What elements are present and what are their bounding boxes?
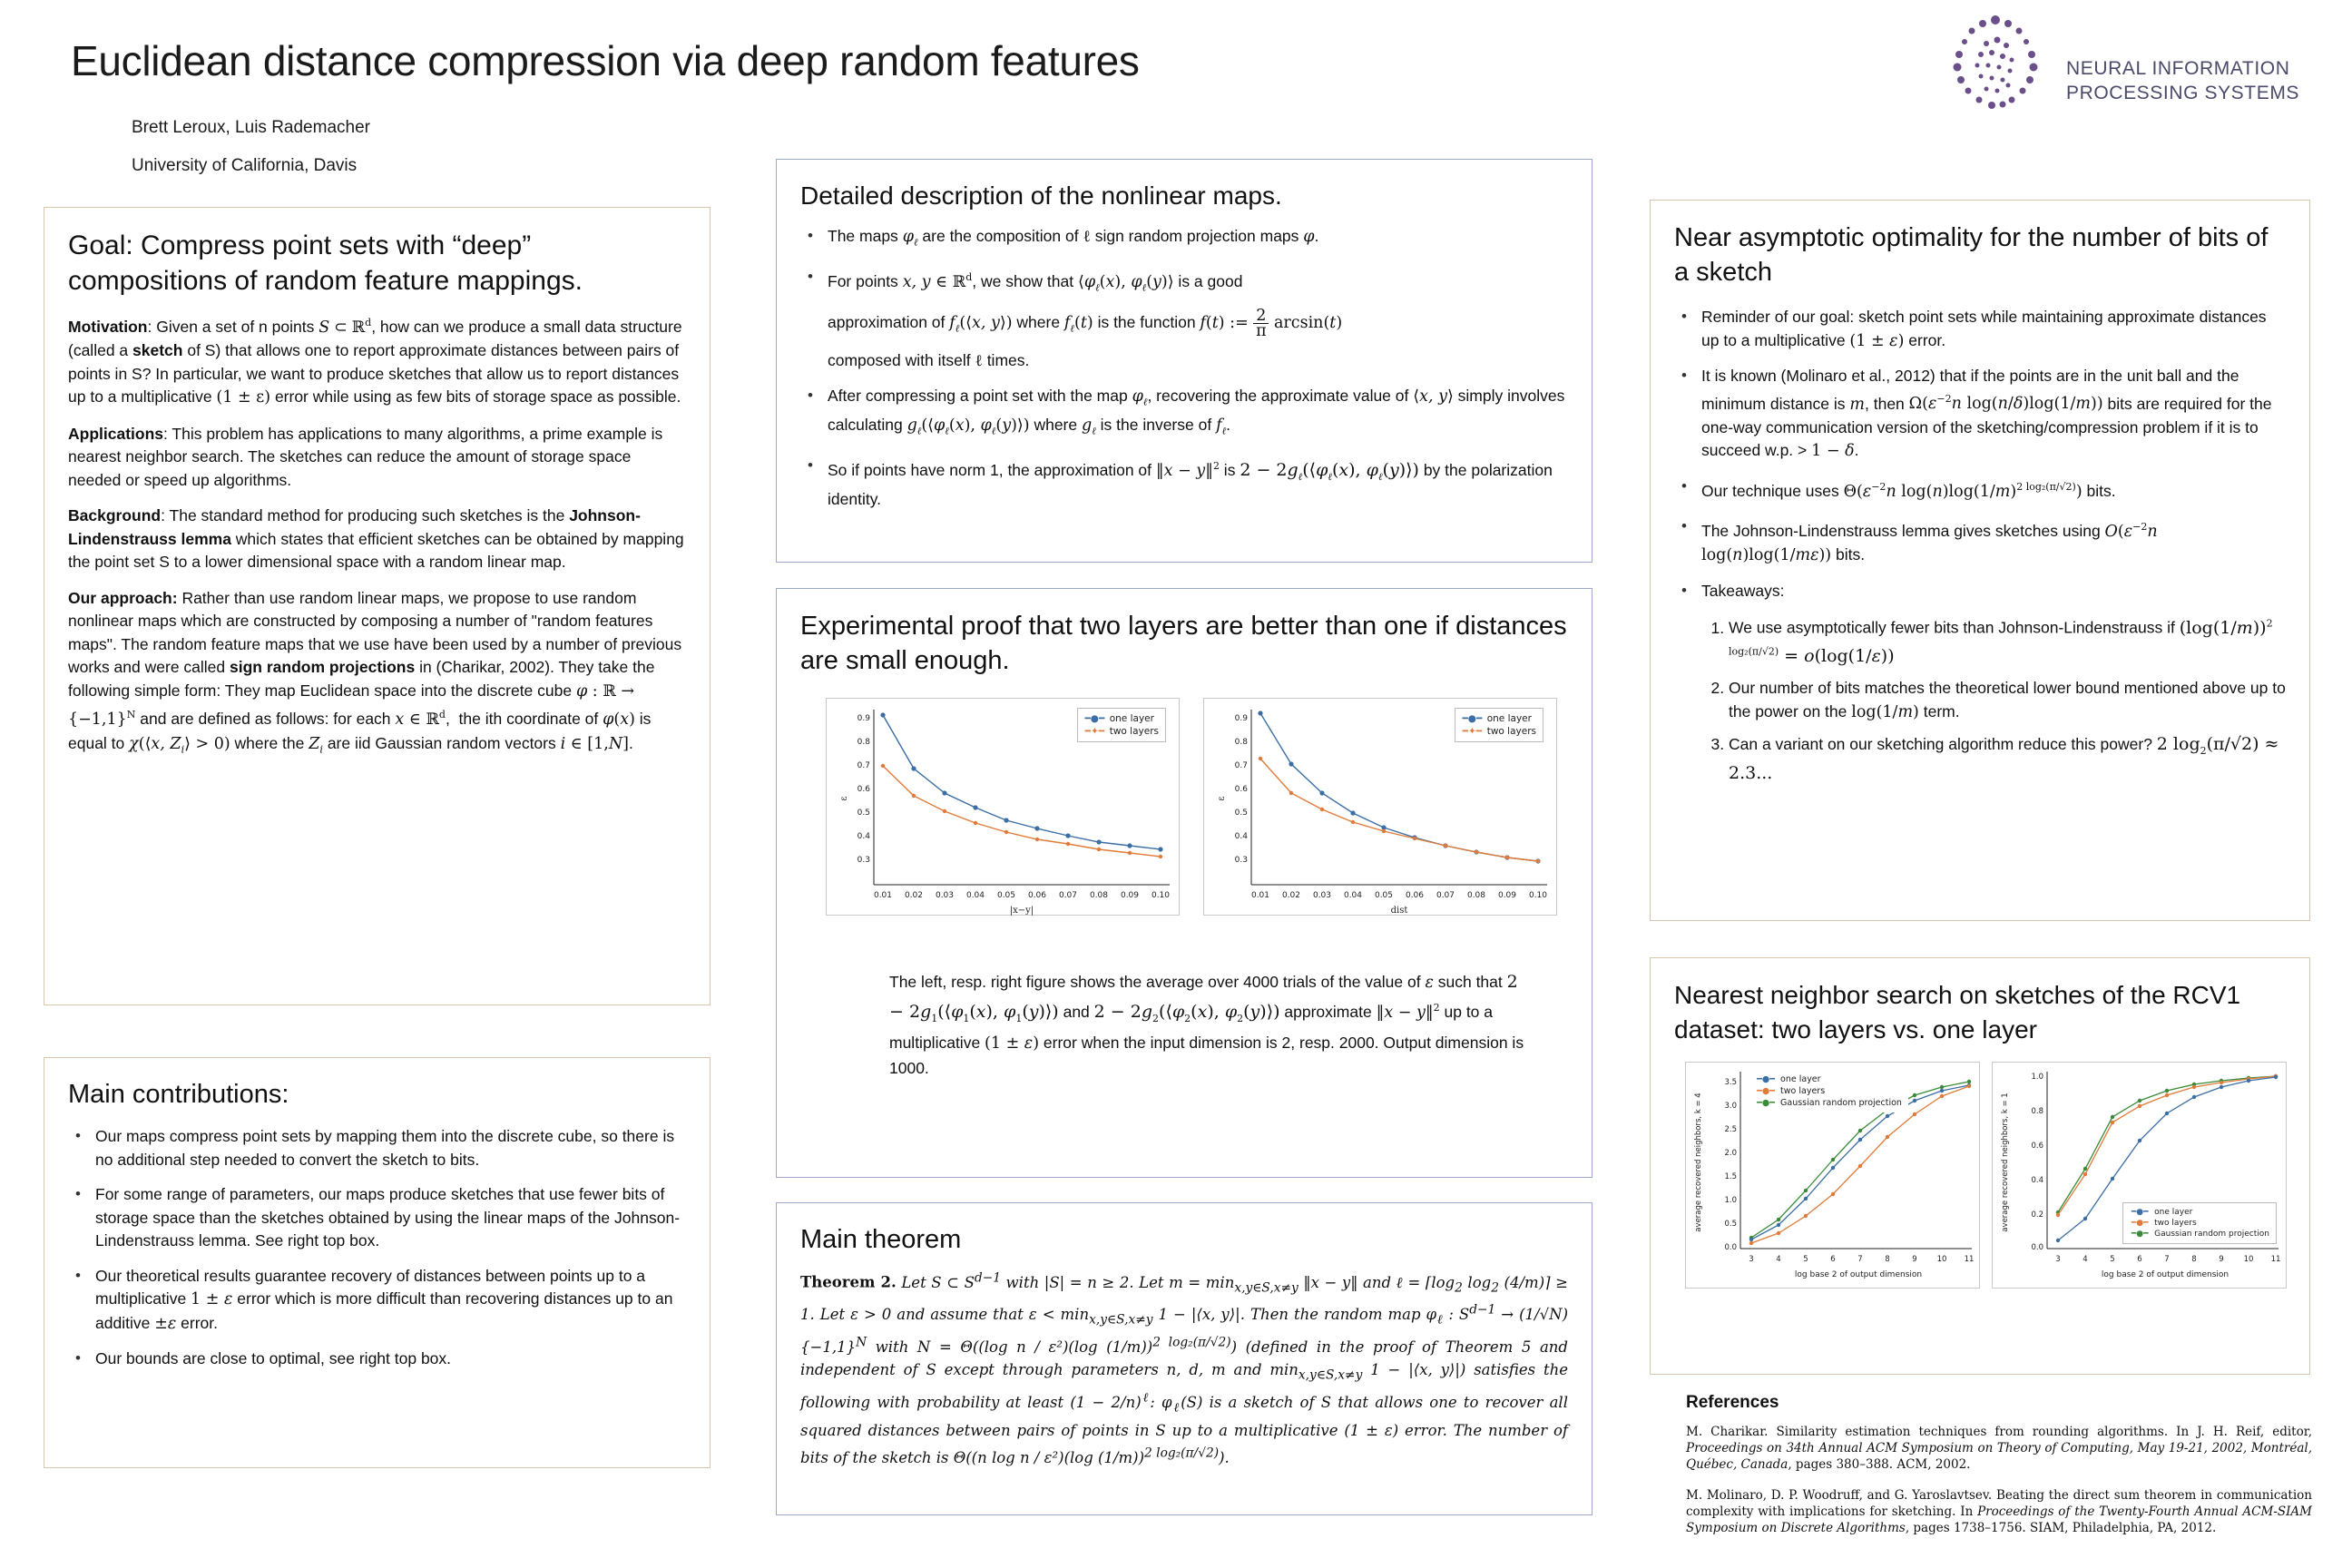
svg-text:5: 5 (2110, 1255, 2115, 1264)
svg-text:0.9: 0.9 (857, 714, 870, 723)
detailed-heading: Detailed description of the nonlinear maps. (800, 181, 1282, 210)
goal-panel (44, 207, 710, 1005)
chart-nn-right (1992, 1062, 2287, 1289)
svg-text:8: 8 (1885, 1255, 1890, 1264)
svg-text:0.0: 0.0 (2031, 1243, 2043, 1252)
svg-text:0.0: 0.0 (1724, 1243, 1737, 1252)
svg-text:3.5: 3.5 (1724, 1078, 1737, 1087)
theorem-heading: Main theorem (800, 1225, 962, 1254)
references-heading: References (1686, 1393, 1779, 1412)
svg-text:4: 4 (1776, 1255, 1781, 1264)
goal-approach-label: Our approach: (68, 588, 178, 607)
svg-text:|x−y|: |x−y| (1009, 906, 1034, 916)
goal-heading: Goal: Compress point sets with “deep” compositions of random feature mappings. (68, 230, 583, 296)
detailed-list (800, 225, 1568, 512)
svg-text:0.6: 0.6 (1234, 785, 1248, 794)
svg-text:11: 11 (2270, 1255, 2281, 1264)
near-optimality-list (1674, 306, 2286, 786)
goal-motivation: Motivation: Given a set of n points S ⊂ ℝ$^d$, how can we produce a small data structure (called a sketch of S) that allows one to report approximate distances between pairs of points in S? In particular, we want to produce sketches that allow us to report distances up to a multiplicative (1 ± ε) error while using as few bits of storage space as possible. (68, 317, 682, 407)
near-optimality-heading: Near asymptotic optimality for the number of bits of a sketch (1674, 223, 2269, 287)
svg-text:0.08: 0.08 (1466, 891, 1486, 900)
chart-exp-right-legend (1455, 708, 1544, 742)
legend-label: two layers (1486, 726, 1536, 737)
list-item: • Our theoretical results guarantee recovery of distances between points up to a multiplicative 1 ± ε error which is more difficult than recovering distances up to an additive ±ε error. (74, 1265, 686, 1337)
svg-text:9: 9 (2219, 1255, 2224, 1264)
svg-text:2.5: 2.5 (1724, 1125, 1737, 1134)
svg-text:0.03: 0.03 (935, 891, 955, 900)
goal-approach: Our approach: Rather than use random linear maps, we propose to use random nonlinear maps which are constructed by composing a number of "random features maps". The random feature maps that we use have been used by a number of previous works and were called sign random projections in (Charikar, 2002). They take the following simple form: They map Euclidean space into the discrete cube φ : ℝ → $\{-1,1\}^N$ and are defined as follows: for each x ∈ ℝ$^d$, the ith coordinate of φ(x) is equal to χ(⟨x, $Z_i⟩ > 0$) where the $Z_i$ are iid Gaussian random vectors i ∈ [1,N]. (68, 588, 682, 756)
svg-text:0.05: 0.05 (1374, 891, 1394, 900)
legend-label: two layers (2154, 1219, 2197, 1228)
svg-text:0.3: 0.3 (857, 856, 870, 865)
chart-nn-right-svg (1993, 1063, 2288, 1289)
list-item: 1. We use asymptotically fewer bits than Johnson-Lindenstrauss if $(\log(1/m))^{2 log_2(\pi/√2)} = o(\log(1/\varepsilon))$ (1729, 612, 2286, 668)
svg-text:0.05: 0.05 (996, 891, 1016, 900)
svg-text:11: 11 (1964, 1255, 1975, 1264)
svg-text:7: 7 (1857, 1255, 1863, 1264)
theorem-label: Theorem 2. (800, 1273, 897, 1291)
nn-charts (1674, 1062, 2286, 1307)
svg-text:0.09: 0.09 (1497, 891, 1517, 900)
legend-item-one-layer: ━●━ one layer (1757, 1074, 1821, 1084)
experimental-heading: Experimental proof that two layers are better than one if distances are small enough. (800, 612, 1567, 675)
svg-text:average recovered neighbors, k: average recovered neighbors, k = 1 (2001, 1093, 2010, 1232)
references-section (1686, 1393, 2312, 1551)
goal-motivation-label: Motivation (68, 317, 148, 336)
svg-text:10: 10 (1936, 1255, 1947, 1264)
reference-item: M. Molinaro, D. P. Woodruff, and G. Yaroslavtsev. Beating the direct sum theorem in communication complexity with implications for sketching. In Proceedings of the Twenty-Fourth Annual ACM-SIAM Symposium on Discrete Algorithms, pages 1738–1756. SIAM, Philadelphia, PA, 2012. (1686, 1488, 2312, 1535)
legend-label: Gaussian random projection (2154, 1230, 2269, 1239)
legend-item-one-layer: ━●━ one layer (2131, 1208, 2193, 1217)
svg-text:7: 7 (2164, 1255, 2170, 1264)
list-item: • It is known (Molinaro et al., 2012) that if the points are in the unit ball and the minimum distance is m, then $\Omega(\varepsilon^{-2}n$ log(n/δ)log(1/m)) bits are required for the one-way communication version of the sketching/compression problem if it is to succeed w.p. > 1 − δ. (1680, 365, 2286, 464)
legend-item-two-layers: ━✦━ two layers (1084, 726, 1159, 737)
svg-text:0.09: 0.09 (1120, 891, 1140, 900)
svg-text:0.04: 0.04 (965, 891, 985, 900)
svg-text:6: 6 (1830, 1255, 1836, 1264)
goal-background-label: Background (68, 506, 162, 525)
legend-label: Gaussian random projection (1780, 1098, 1902, 1108)
list-item: • So if points have norm 1, the approximation of ‖x − y‖$^2$ is $2 - 2g_\ell(⟨\varphi_\ell(x)$, $\varphi_\ell(y)⟩$) by the polarization identity. (806, 455, 1568, 512)
legend-label: one layer (1109, 713, 1154, 724)
list-item: 2. Our number of bits matches the theoretical lower bound mentioned above up to the power on the log(1/m) term. (1729, 677, 2286, 724)
svg-text:6: 6 (2137, 1255, 2142, 1264)
svg-text:log base 2 of output dimension: log base 2 of output dimension (1794, 1270, 1923, 1279)
legend-label: one layer (2154, 1208, 2193, 1217)
neurips-dots-icon (1939, 13, 2057, 122)
page-title: Euclidean distance compression via deep random features (71, 37, 1140, 84)
logo-line-1: NEURAL INFORMATION (2066, 58, 2290, 79)
svg-text:0.3: 0.3 (1234, 856, 1248, 865)
svg-text:0.8: 0.8 (1234, 738, 1248, 747)
legend-label: two layers (1109, 726, 1159, 737)
svg-text:0.01: 0.01 (1250, 891, 1270, 900)
svg-text:ε: ε (1217, 796, 1227, 801)
legend-label: one layer (1486, 713, 1532, 724)
svg-text:0.07: 0.07 (1436, 891, 1455, 900)
legend-item-one-layer: ━●━ one layer (1462, 713, 1532, 724)
legend-item-two-layers: ━●━ two layers (1757, 1086, 1826, 1096)
svg-text:3.0: 3.0 (1724, 1102, 1737, 1111)
svg-text:0.01: 0.01 (873, 891, 893, 900)
svg-text:2.0: 2.0 (1724, 1149, 1737, 1158)
svg-text:3: 3 (2055, 1255, 2061, 1264)
reference-item: M. Charikar. Similarity estimation techniques from rounding algorithms. In J. H. Reif, editor, Proceedings on 34th Annual ACM Symposium on Theory of Computing, May 19-21, 2002, Montréal, Québec, Canada, pages 380–388. ACM, 2002. (1686, 1425, 2312, 1472)
list-item: • Our maps compress point sets by mapping them into the discrete cube, so there is no additional step needed to convert the sketch to bits. (74, 1125, 686, 1171)
svg-text:0.9: 0.9 (1234, 714, 1248, 723)
svg-text:0.10: 0.10 (1151, 891, 1171, 900)
svg-text:0.02: 0.02 (904, 891, 924, 900)
chart-nn-left (1685, 1062, 1980, 1289)
svg-text:0.7: 0.7 (857, 761, 870, 770)
list-item (1680, 580, 2286, 786)
list-item: • Our technique uses $\Theta(\varepsilon^{-2}n$ $\log(n)\log(1/m)^{2 log_2(\pi/√2)}$) bits. (1680, 475, 2286, 504)
svg-text:log base 2 of output dimension: log base 2 of output dimension (2101, 1270, 2230, 1279)
svg-text:3: 3 (1749, 1255, 1754, 1264)
svg-text:0.4: 0.4 (1234, 832, 1248, 841)
svg-text:0.6: 0.6 (2031, 1142, 2043, 1151)
svg-text:5: 5 (1803, 1255, 1808, 1264)
svg-text:0.5: 0.5 (1724, 1220, 1737, 1229)
svg-text:ε: ε (839, 796, 849, 801)
list-item: • Reminder of our goal: sketch point sets while maintaining approximate distances up to a multiplicative (1 ± ε) error. (1680, 306, 2286, 353)
list-item: • Our bounds are close to optimal, see right top box. (74, 1348, 686, 1371)
nearest-neighbor-panel (1650, 957, 2310, 1375)
logo-text (2066, 56, 2299, 105)
svg-text:0.8: 0.8 (857, 738, 870, 747)
list-item: 3. Can a variant on our sketching algorithm reduce this power? 2 $\log_2(\pi/√2) \approx 2.3$... (1729, 733, 2286, 786)
goal-applications: Applications: This problem has applications to many algorithms, a prime example is nearest neighbor search. The sketches can reduce the amount of storage space needed or speed up algorithms. (68, 424, 663, 489)
experimental-panel (776, 588, 1592, 1178)
logo-line-2: PROCESSING SYSTEMS (2066, 83, 2300, 103)
svg-text:0.06: 0.06 (1027, 891, 1047, 900)
nn-heading: Nearest neighbor search on sketches of the RCV1 dataset: two layers vs. one layer (1674, 981, 2241, 1044)
legend-item-grp: ━●━ Gaussian random projection (2131, 1230, 2269, 1239)
list-item: • For some range of parameters, our maps produce sketches that use fewer bits of storage space than the sketches obtained by using the linear maps of the Johnson-Lindenstrauss lemma. See right top box. (74, 1183, 686, 1253)
chart-exp-left (826, 698, 1180, 916)
legend-item-two-layers: ━✦━ two layers (1462, 726, 1536, 737)
svg-text:0.6: 0.6 (857, 785, 870, 794)
svg-text:0.02: 0.02 (1281, 891, 1301, 900)
svg-text:average recovered neighbors, k: average recovered neighbors, k = 4 (1694, 1093, 1703, 1232)
svg-text:0.4: 0.4 (857, 832, 870, 841)
svg-text:10: 10 (2243, 1255, 2254, 1264)
svg-text:0.2: 0.2 (2031, 1210, 2043, 1220)
chart-exp-left-legend (1077, 708, 1166, 742)
chart-nn-right-legend (2122, 1202, 2277, 1244)
chart-nn-left-legend (1749, 1070, 1908, 1112)
near-optimality-panel (1650, 200, 2310, 921)
authors: Brett Leroux, Luis Rademacher (132, 118, 370, 137)
legend-item-grp: ━●━ Gaussian random projection (1757, 1098, 1902, 1108)
svg-text:0.08: 0.08 (1089, 891, 1109, 900)
svg-text:9: 9 (1912, 1255, 1917, 1264)
svg-text:4: 4 (2082, 1255, 2088, 1264)
svg-text:0.5: 0.5 (1234, 808, 1248, 818)
legend-item-one-layer: ━●━ one layer (1084, 713, 1154, 724)
goal-applications-label: Applications (68, 424, 164, 443)
svg-text:0.5: 0.5 (857, 808, 870, 818)
theorem-panel (776, 1202, 1592, 1515)
legend-label: one layer (1780, 1074, 1821, 1084)
svg-text:0.04: 0.04 (1343, 891, 1363, 900)
neurips-logo (1939, 13, 2302, 122)
contributions-heading: Main contributions: (68, 1080, 289, 1109)
svg-text:0.06: 0.06 (1405, 891, 1425, 900)
svg-text:0.4: 0.4 (2031, 1176, 2043, 1185)
legend-item-two-layers: ━●━ two layers (2131, 1219, 2197, 1228)
svg-text:8: 8 (2191, 1255, 2197, 1264)
svg-text:dist: dist (1390, 906, 1408, 916)
contributions-panel (44, 1057, 710, 1468)
svg-text:1.0: 1.0 (2031, 1073, 2043, 1082)
svg-text:0.03: 0.03 (1312, 891, 1332, 900)
detailed-maps-panel (776, 159, 1592, 563)
chart-exp-right (1203, 698, 1557, 916)
experimental-caption: The left, resp. right figure shows the average over 4000 trials of the value of ε such that $2 - 2g_1(⟨\varphi_1(x)$, $\varphi_1(y)⟩$) and $2 - 2g_2(⟨\varphi_2(x)$, $\varphi_2(y)⟩$) approximate ‖x − y‖$^2$ up to a multiplicative (1 ± ε) error when the input dimension is 2, resp. 2000. Output dimension is 1000. (889, 972, 1524, 1077)
svg-text:0.7: 0.7 (1234, 761, 1248, 770)
svg-text:1.0: 1.0 (1724, 1196, 1737, 1205)
list-item: • The Johnson-Lindenstrauss lemma gives sketches using $O(\varepsilon^{-2}n$ log(n)log(1/mε)) bits. (1680, 515, 2286, 568)
theorem-body: Theorem 2. Let S ⊂ $S^{d-1}$ with |S| = n ≥ 2. Let $m = \min_{x,y\in S,x\ne y}$ ‖x − y‖ and ℓ = $⌈\log_2$ $\log_2$ (4/m)⌉ ≥ 1. Let ε > 0 and assume that $\varepsilon < \min_{x,y\in S,x\ne y} 1$ − |⟨x, y⟩|. Then the random map $\varphi_\ell$ : $S^{d-1} \to (1/√N)$ $\{-1,1\}^N$ with N = Θ((log n / ε²)(log (1/m))$^{2 log_2(\pi/√2)}$) (defined in the proof of Theorem 5 and independent of S except through parameters n, d, m and $\min_{x,y\in S,x\ne y} 1$ − |⟨x, y⟩|) satisfies the following with probability at least $(1 - 2/n)^\ell$: $\varphi_\ell(S)$ is a sketch of S that allows one to recover all squared distances between pairs of points in S up to a multiplicative (1 ± ε) error. The number of bits of the sketch is Θ((n log n / ε²)(log (1/m))$^{2 log_2(\pi/√2)}$). (800, 1270, 1569, 1466)
affiliation: University of California, Davis (132, 156, 358, 175)
legend-label: two layers (1780, 1086, 1826, 1096)
list-item: • For points x, y ∈ ℝ$^d$, we show that $⟨\varphi_\ell(x)$, $\varphi_\ell(y)⟩$ is a good approximation of $f_\ell(⟨x$, y⟩) where $f_\ell(t)$ is the function f(t) := $\frac{2}{\pi}$ arcsin(t) composed with itself ℓ times. (806, 266, 1568, 373)
contributions-list (68, 1125, 686, 1371)
takeaways-label: Takeaways: (1701, 581, 1785, 600)
svg-text:1.5: 1.5 (1724, 1172, 1737, 1181)
list-item: • The maps $\varphi_\ell$ are the composition of ℓ sign random projection maps φ. (806, 225, 1568, 254)
svg-text:0.07: 0.07 (1058, 891, 1078, 900)
goal-background: Background: The standard method for producing such sketches is the Johnson-Lindenstrauss lemma which states that efficient sketches can be obtained by mapping the point set S to a lower dimensional space with a random linear map. (68, 506, 684, 572)
svg-text:0.8: 0.8 (2031, 1107, 2043, 1116)
svg-text:0.10: 0.10 (1528, 891, 1548, 900)
list-item: • After compressing a point set with the map $\varphi_\ell$, recovering the approximate value of ⟨x, y⟩ simply involves calculating $g_\ell(⟨\varphi_\ell(x)$, $\varphi_\ell(y)⟩$) where $g_\ell$ is the inverse of $f_\ell$. (806, 385, 1568, 443)
experimental-charts (800, 691, 1568, 963)
